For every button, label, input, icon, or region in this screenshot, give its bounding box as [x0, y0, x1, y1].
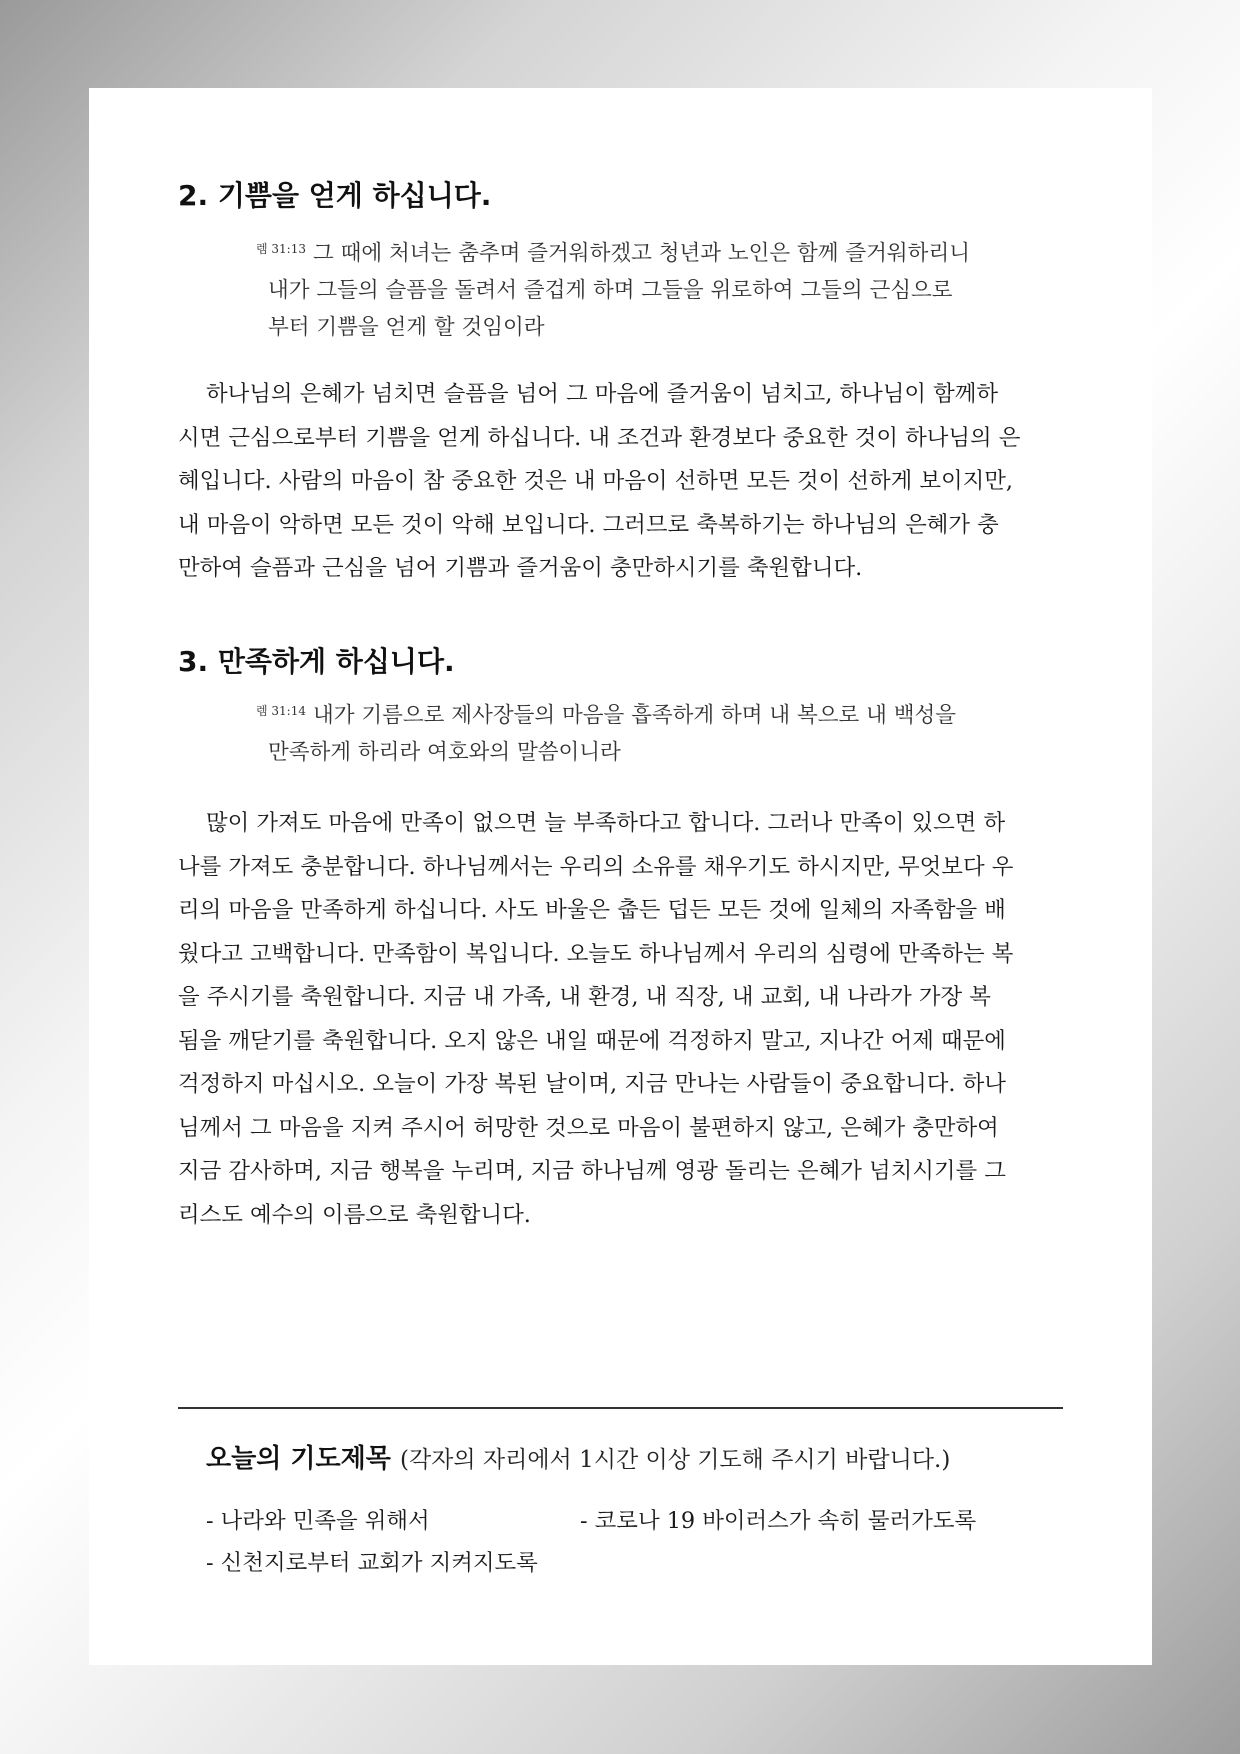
- paragraph-line: 님께서 그 마음을 지켜 주시어 허망한 것으로 마음이 불편하지 않고, 은혜가 충만하여: [178, 1114, 999, 1141]
- verse-line: 부터 기쁨을 얻게 할 것임이라: [268, 315, 545, 340]
- verse-text: 그 때에 처녀는 춤추며 즐거워하겠고 청년과 노인은 함께 즐거워하리니: [313, 241, 970, 266]
- paragraph-line: 됨을 깨닫기를 축원합니다. 오지 않은 내일 때문에 걱정하지 말고, 지나간 어제 때문에: [178, 1027, 1006, 1054]
- verse-reference: 렘 31:14: [256, 704, 306, 718]
- paragraph-line: 을 주시기를 축원합니다. 지금 내 가족, 내 환경, 내 직장, 내 교회, 내 나라가 가장 복: [178, 984, 991, 1010]
- paragraph-line: 혜입니다. 사람의 마음이 참 중요한 것은 내 마음이 선하면 모든 것이 선하게 보이지만,: [178, 468, 1014, 494]
- prayer-item: - 코로나 19 바이러스가 속히 물러가도록: [580, 1508, 977, 1534]
- section-2-title: 2. 기쁨을 얻게 하십니다.: [178, 179, 492, 212]
- section-3-paragraph: [178, 802, 1063, 1237]
- prayer-heading: [206, 1438, 950, 1475]
- prayer-note: (각자의 자리에서 1시간 이상 기도해 주시기 바랍니다.): [399, 1447, 951, 1473]
- paragraph-line: 리의 마음을 만족하게 하십니다. 사도 바울은 춥든 덥든 모든 것에 일체의 자족함을 배: [178, 897, 1006, 923]
- paragraph-line: 시면 근심으로부터 기쁨을 얻게 하십니다. 내 조건과 환경보다 중요한 것이 하나님의 은: [178, 424, 1021, 451]
- paragraph-line: 나를 가져도 충분합니다. 하나님께서는 우리의 소유를 채우기도 하시지만, 무엇보다 우: [178, 853, 1014, 880]
- document-page: [89, 88, 1152, 1665]
- prayer-item: - 신천지로부터 교회가 지켜지도록: [206, 1550, 538, 1576]
- verse-line: [256, 693, 1003, 734]
- paragraph-line: 걱정하지 마십시오. 오늘이 가장 복된 날이며, 지금 만나는 사람들이 중요합니다. 하나: [178, 1071, 1006, 1097]
- section-3-title: 3. 만족하게 하십니다.: [178, 645, 455, 678]
- paragraph-line: 많이 가져도 마음에 만족이 없으면 늘 부족하다고 합니다. 그러나 만족이 있으면 하: [206, 810, 1006, 836]
- paragraph-line: 하나님의 은혜가 넘치면 슬픔을 넘어 그 마음에 즐거움이 넘치고, 하나님이 함께하: [206, 381, 999, 407]
- prayer-title: 오늘의 기도제목: [206, 1444, 391, 1474]
- paragraph-line: 웠다고 고백합니다. 만족함이 복입니다. 오늘도 하나님께서 우리의 심령에 만족하는 복: [178, 940, 1014, 967]
- prayer-divider: [178, 1407, 1063, 1409]
- section-3-verse: [256, 693, 1003, 771]
- verse-line: 만족하게 하리라 여호와의 말씀이니라: [268, 740, 621, 765]
- section-2-verse: [256, 231, 1003, 346]
- verse-line: [256, 231, 1003, 272]
- paragraph-line: 내 마음이 악하면 모든 것이 악해 보입니다. 그러므로 축복하기는 하나님의 은혜가 충: [178, 511, 999, 538]
- paragraph-line: 리스도 예수의 이름으로 축원합니다.: [178, 1201, 531, 1228]
- verse-text: 내가 기름으로 제사장들의 마음을 흡족하게 하며 내 복으로 내 백성을: [313, 703, 957, 728]
- paragraph-line: 지금 감사하며, 지금 행복을 누리며, 지금 하나님께 영광 돌리는 은혜가 넘치시기를 그: [178, 1158, 1006, 1184]
- verse-line: 내가 그들의 슬픔을 돌려서 즐겁게 하며 그들을 위로하여 그들의 근심으로: [268, 278, 953, 303]
- paragraph-line: 만하여 슬픔과 근심을 넘어 기쁨과 즐거움이 충만하시기를 축원합니다.: [178, 555, 863, 581]
- verse-reference: 렘 31:13: [256, 242, 306, 256]
- prayer-item: - 나라와 민족을 위해서: [206, 1508, 430, 1534]
- section-2-paragraph: [178, 373, 1063, 591]
